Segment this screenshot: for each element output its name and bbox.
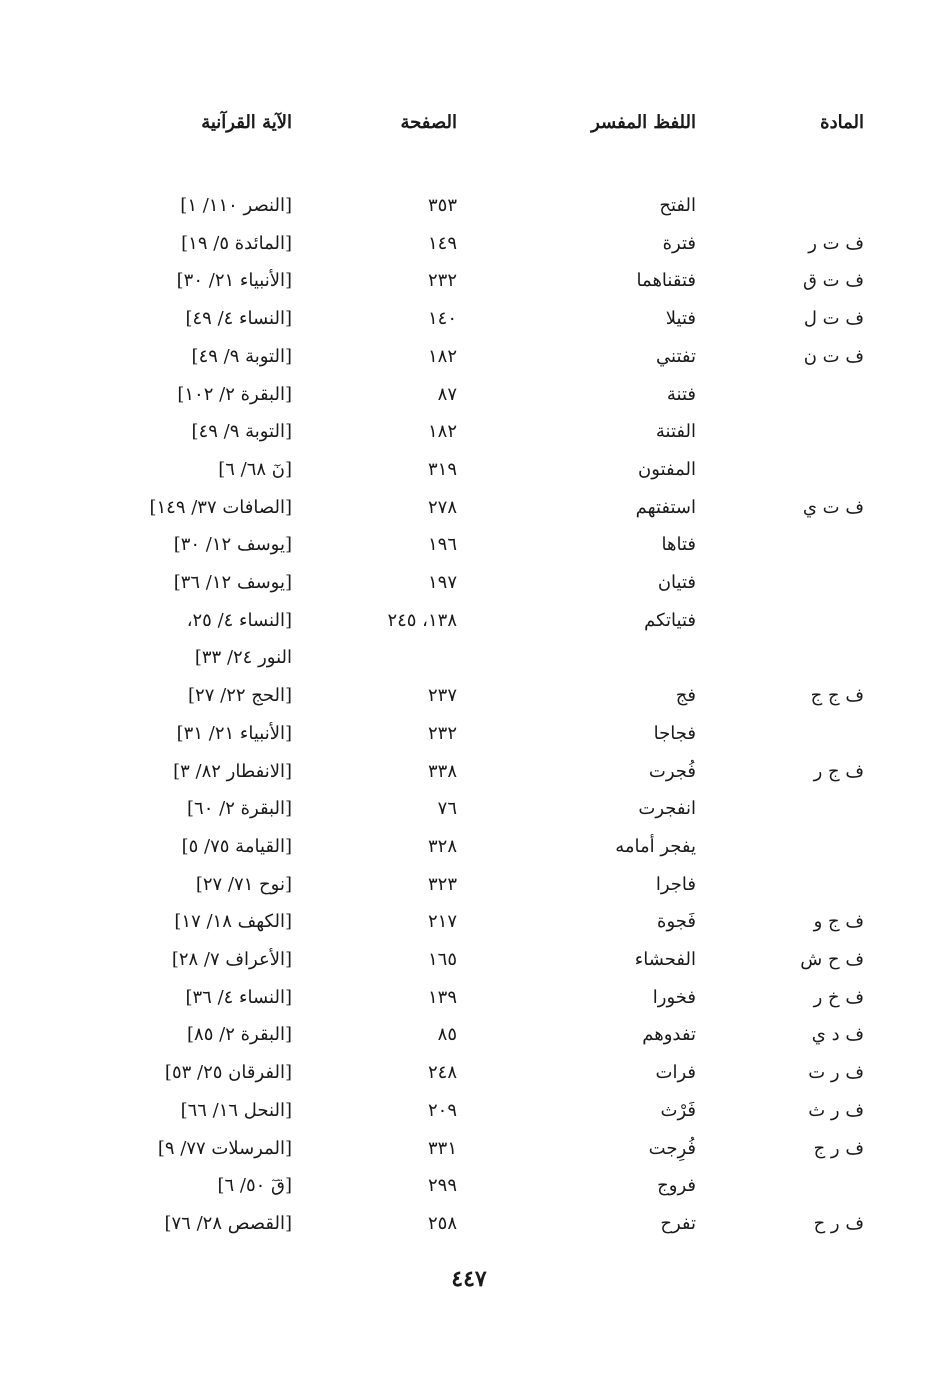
verse-ref-cell: [الأعراف ٧/ ٢٨]: [171, 949, 292, 970]
root-cell: ف ت ق: [802, 270, 864, 292]
verse-ref-cell: [التوبة ٩/ ٤٩]: [191, 421, 292, 443]
page-ref-cell: ١٣٩: [427, 986, 457, 1008]
verse-ref-cell: [القيامة ٧٥/ ٥]: [181, 835, 292, 857]
verse-ref-cell: [المرسلات ٧٧/ ٩]: [157, 1137, 292, 1159]
table-row: [0, 1054, 938, 1091]
word-cell: تفرح: [660, 1212, 696, 1234]
root-cell: ف ت ي: [802, 496, 864, 518]
root-cell: ف ر ج: [813, 1137, 864, 1159]
page-ref-cell: ١٩٧: [427, 572, 457, 593]
word-cell: فَجوة: [657, 911, 696, 933]
page-ref-cell: ٣١٩: [427, 458, 457, 480]
page-ref-cell: ٢٩٩: [427, 1175, 457, 1197]
word-cell: فج: [675, 685, 696, 707]
table-row: [0, 903, 938, 940]
table-row: [0, 1092, 938, 1129]
table-row: [0, 941, 938, 978]
page-ref-cell: ١٨٢: [427, 421, 457, 443]
verse-ref-cell: [القصص ٢٨/ ٧٦]: [164, 1212, 292, 1234]
page-ref-cell: ٢١٧: [427, 911, 457, 933]
word-cell: فروج: [657, 1175, 696, 1197]
page-ref-cell: ٣٢٨: [427, 835, 457, 857]
verse-ref-cell: [الحج ٢٢/ ٢٧]: [188, 685, 292, 707]
verse-ref-cell: [النساء ٤/ ٢٥،: [186, 609, 292, 631]
page-ref-cell: ٢٣٢: [427, 722, 457, 744]
verse-ref-cell: [يوسف ١٢/ ٣٠]: [173, 534, 292, 556]
table-row: [0, 866, 938, 903]
page-ref-cell: ٢٣٢: [427, 270, 457, 292]
word-cell: فتيلا: [665, 308, 696, 330]
word-cell: فُجرت: [648, 760, 696, 782]
table-row: [0, 376, 938, 413]
header-page: الصفحة: [400, 112, 457, 133]
page-ref-cell: ١٣٨، ٢٤٥: [387, 609, 457, 631]
verse-ref-cell: النور ٢٤/ ٣٣]: [194, 647, 292, 669]
page-ref-cell: ١٤٩: [427, 232, 457, 254]
header-root: المادة: [820, 112, 864, 133]
table-row: [0, 300, 938, 337]
word-cell: فرات: [655, 1062, 696, 1084]
table-row: [0, 526, 938, 563]
header-word: اللفظ المفسر: [591, 112, 696, 133]
root-cell: ف ج ج: [810, 685, 864, 707]
verse-ref-cell: [الصافات ٣٧/ ١٤٩]: [149, 496, 292, 518]
root-cell: ف ت ر: [808, 232, 864, 254]
verse-ref-cell: [الفرقان ٢٥/ ٥٣]: [164, 1062, 292, 1084]
page-ref-cell: ٣٥٣: [427, 195, 457, 216]
page-ref-cell: ١٦٥: [427, 949, 457, 970]
word-cell: فخورا: [652, 986, 696, 1008]
word-cell: فتنة: [666, 383, 696, 405]
page-ref-cell: ٨٥: [437, 1024, 457, 1046]
page-ref-cell: ١٤٠: [427, 308, 457, 330]
table-row: [0, 602, 938, 639]
page-ref-cell: ٣٣٨: [427, 760, 457, 782]
page-ref-cell: ٢٥٨: [427, 1212, 457, 1234]
page-ref-cell: ٢٣٧: [427, 685, 457, 707]
verse-ref-cell: [يوسف ١٢/ ٣٦]: [173, 572, 292, 593]
verse-ref-cell: [الأنبياء ٢١/ ٣١]: [176, 722, 292, 744]
table-row: [0, 1167, 938, 1204]
root-cell: ف ر ت: [808, 1062, 864, 1084]
table-row: [0, 639, 938, 676]
word-cell: تفدوهم: [642, 1024, 696, 1046]
page-ref-cell: ٣٣١: [427, 1137, 457, 1159]
verse-ref-cell: [الانفطار ٨٢/ ٣]: [173, 760, 292, 782]
verse-ref-cell: [نٓ ٦٨/ ٦]: [218, 458, 292, 480]
header-verse: الآية القرآنية: [201, 112, 292, 133]
verse-ref-cell: [قٓ ٥٠/ ٦]: [217, 1175, 292, 1197]
verse-ref-cell: [النساء ٤/ ٤٩]: [185, 308, 292, 330]
root-cell: ف ت ل: [803, 308, 864, 330]
page-number: ٤٤٧: [451, 1266, 487, 1292]
table-row: [0, 753, 938, 790]
word-cell: فتيان: [657, 572, 696, 593]
table-row: [0, 489, 938, 526]
table-row: [0, 1130, 938, 1167]
verse-ref-cell: [النحل ١٦/ ٦٦]: [180, 1099, 292, 1121]
table-row: [0, 715, 938, 752]
table-row: [0, 790, 938, 827]
table-row: [0, 677, 938, 714]
root-cell: ف ج و: [813, 911, 864, 933]
root-cell: ف ت ن: [803, 345, 864, 367]
table-row: [0, 1205, 938, 1242]
word-cell: المفتون: [638, 458, 696, 480]
root-cell: ف ر ح: [813, 1212, 864, 1234]
page-ref-cell: ٨٧: [437, 383, 457, 405]
word-cell: فتياتكم: [644, 609, 696, 631]
word-cell: الفتح: [659, 195, 696, 216]
table-row: [0, 451, 938, 488]
table-row: [0, 338, 938, 375]
word-cell: تفتني: [656, 345, 696, 367]
word-cell: فتاها: [661, 534, 696, 556]
word-cell: فجاجا: [653, 722, 696, 744]
verse-ref-cell: [المائدة ٥/ ١٩]: [181, 232, 292, 254]
verse-ref-cell: [التوبة ٩/ ٤٩]: [191, 345, 292, 367]
word-cell: فاجرا: [655, 873, 696, 895]
verse-ref-cell: [البقرة ٢/ ٨٥]: [187, 1024, 292, 1046]
root-cell: ف ج ر: [813, 760, 864, 782]
verse-ref-cell: [الأنبياء ٢١/ ٣٠]: [176, 270, 292, 292]
root-cell: ف ر ث: [808, 1099, 864, 1121]
table-row: [0, 979, 938, 1016]
word-cell: الفحشاء: [634, 949, 696, 970]
word-cell: انفجرت: [638, 798, 696, 820]
verse-ref-cell: [النصر ١١٠/ ١]: [180, 195, 292, 216]
table-row: [0, 564, 938, 601]
verse-ref-cell: [البقرة ٢/ ٦٠]: [187, 798, 292, 820]
page-ref-cell: ٧٦: [437, 798, 457, 820]
verse-ref-cell: [الكهف ١٨/ ١٧]: [174, 911, 292, 933]
word-cell: فترة: [662, 232, 696, 254]
page-ref-cell: ٢٠٩: [427, 1099, 457, 1121]
table-row: [0, 828, 938, 865]
word-cell: فتقناهما: [636, 270, 696, 292]
page-ref-cell: ١٩٦: [427, 534, 457, 556]
word-cell: فُرِجت: [648, 1137, 696, 1159]
root-cell: ف ح ش: [800, 949, 864, 970]
page-ref-cell: ١٨٢: [427, 345, 457, 367]
root-cell: ف خ ر: [813, 986, 864, 1008]
word-cell: يفجر أمامه: [615, 835, 696, 857]
page-ref-cell: ٢٤٨: [427, 1062, 457, 1084]
root-cell: ف د ي: [811, 1024, 864, 1046]
table-row: [0, 262, 938, 299]
page-ref-cell: ٢٧٨: [427, 496, 457, 518]
table-row: [0, 413, 938, 450]
verse-ref-cell: [النساء ٤/ ٣٦]: [185, 986, 292, 1008]
verse-ref-cell: [نوح ٧١/ ٢٧]: [195, 873, 292, 895]
table-row: [0, 187, 938, 224]
word-cell: فَرْث: [660, 1099, 696, 1121]
word-cell: الفتنة: [655, 421, 696, 443]
page-ref-cell: ٣٢٣: [427, 873, 457, 895]
word-cell: استفتهم: [635, 496, 696, 518]
verse-ref-cell: [البقرة ٢/ ١٠٢]: [177, 383, 292, 405]
table-row: [0, 1016, 938, 1053]
table-row: [0, 225, 938, 262]
